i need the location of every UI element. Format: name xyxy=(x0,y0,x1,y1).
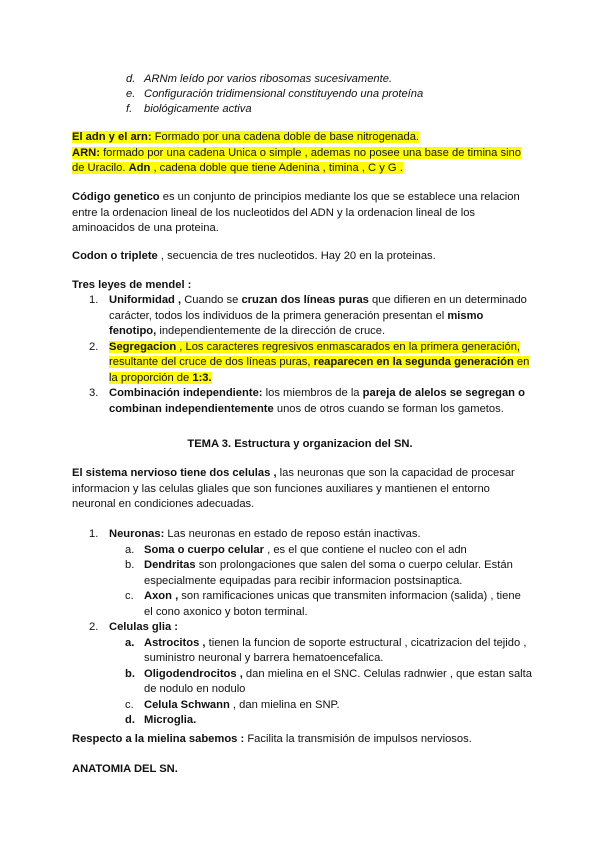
list-item: d. ARNm leído por varios ribosomas sucesivamente. xyxy=(126,73,393,85)
list-item: c. Axon , son ramificaciones unicas que transmiten informacion (salida) , tiene el cono axonico y boton terminal. xyxy=(125,590,521,618)
mielina-paragraph: Respecto a la mielina sabemos : Facilita la transmisión de impulsos nerviosos. xyxy=(72,733,472,745)
mendel-heading: Tres leyes de mendel : xyxy=(72,279,192,291)
list-item: a. Soma o cuerpo celular , es el que contiene el nucleo con el adn xyxy=(125,543,467,556)
codigo-paragraph: Código genetico es un conjunto de principios mediante los que se establece una relacion entre la ordenacion lineal de los nucleotidos del ADN y la ordenacion lineal de los aminoacidos de una proteina. xyxy=(72,191,520,234)
list-item: 2. Segregacion , Los caracteres regresivos enmascarados en la primera generación, resultante del cruce de dos líneas puras, reaparecen en la segunda generación en la proporción de 1:3. xyxy=(89,340,530,384)
list-item: b. Dendritas son prolongaciones que salen del soma o cuerpo celular. Están especialmente equipadas para recibir informacion postsinaptica. xyxy=(125,559,513,587)
list-item: 2. Celulas glia : xyxy=(89,621,179,633)
list-item: f. biológicamente activa xyxy=(126,103,252,115)
anatomia-heading: ANATOMIA DEL SN. xyxy=(72,763,178,775)
list-item: 3. Combinación independiente: los miembros de la pareja de alelos se segregan o combinan independientemente unos de otros cuando se forman los gametos. xyxy=(89,387,525,415)
codon-paragraph: Codon o triplete , secuencia de tres nucleotidos. Hay 20 en la proteinas. xyxy=(72,250,436,262)
list-item: a. Astrocitos , tienen la funcion de soporte estructural , cicatrizacion del tejido , suministro neuronal y barrera hematoencefalica. xyxy=(125,636,527,664)
cell-types-list xyxy=(72,527,532,729)
list-item: e. Configuración tridimensional constituyendo una proteína xyxy=(126,88,424,100)
list-item: 1. Uniformidad , Cuando se cruzan dos líneas puras que difieren en un determinado carácter, todos los individuos de la primera generación presentan el mismo fenotipo, independientemente de la dirección de cruce. xyxy=(89,294,527,337)
list-item: b. Oligodendrocitos , dan mielina en el SNC. Celulas radnwier , que estan salta de nodulo en nodulo xyxy=(125,667,532,695)
list-item: c. Celula Schwann , dan mielina en SNP. xyxy=(125,698,340,711)
mendel-list xyxy=(72,293,532,417)
adn-paragraph: El adn y el arn: Formado por una cadena doble de base nitrogenada. ARN: formado por una cadena Unica o simple , ademas no posee una base de timina sino de Uracilo. Adn , cadena doble que tiene Adenina , timina , C y G . xyxy=(72,131,522,174)
section-title: TEMA 3. Estructura y organizacion del SN. xyxy=(187,438,413,450)
list-item: 1. Neuronas: Las neuronas en estado de reposo están inactivas. xyxy=(89,528,421,540)
list-item: d. Microglia. xyxy=(125,714,197,726)
sistema-paragraph: El sistema nervioso tiene dos celulas , las neuronas que son la capacidad de procesar informacion y las celulas gliales que son funciones auxiliares y mantienen el entorno neuronal en condiciones adecuadas. xyxy=(72,467,515,510)
